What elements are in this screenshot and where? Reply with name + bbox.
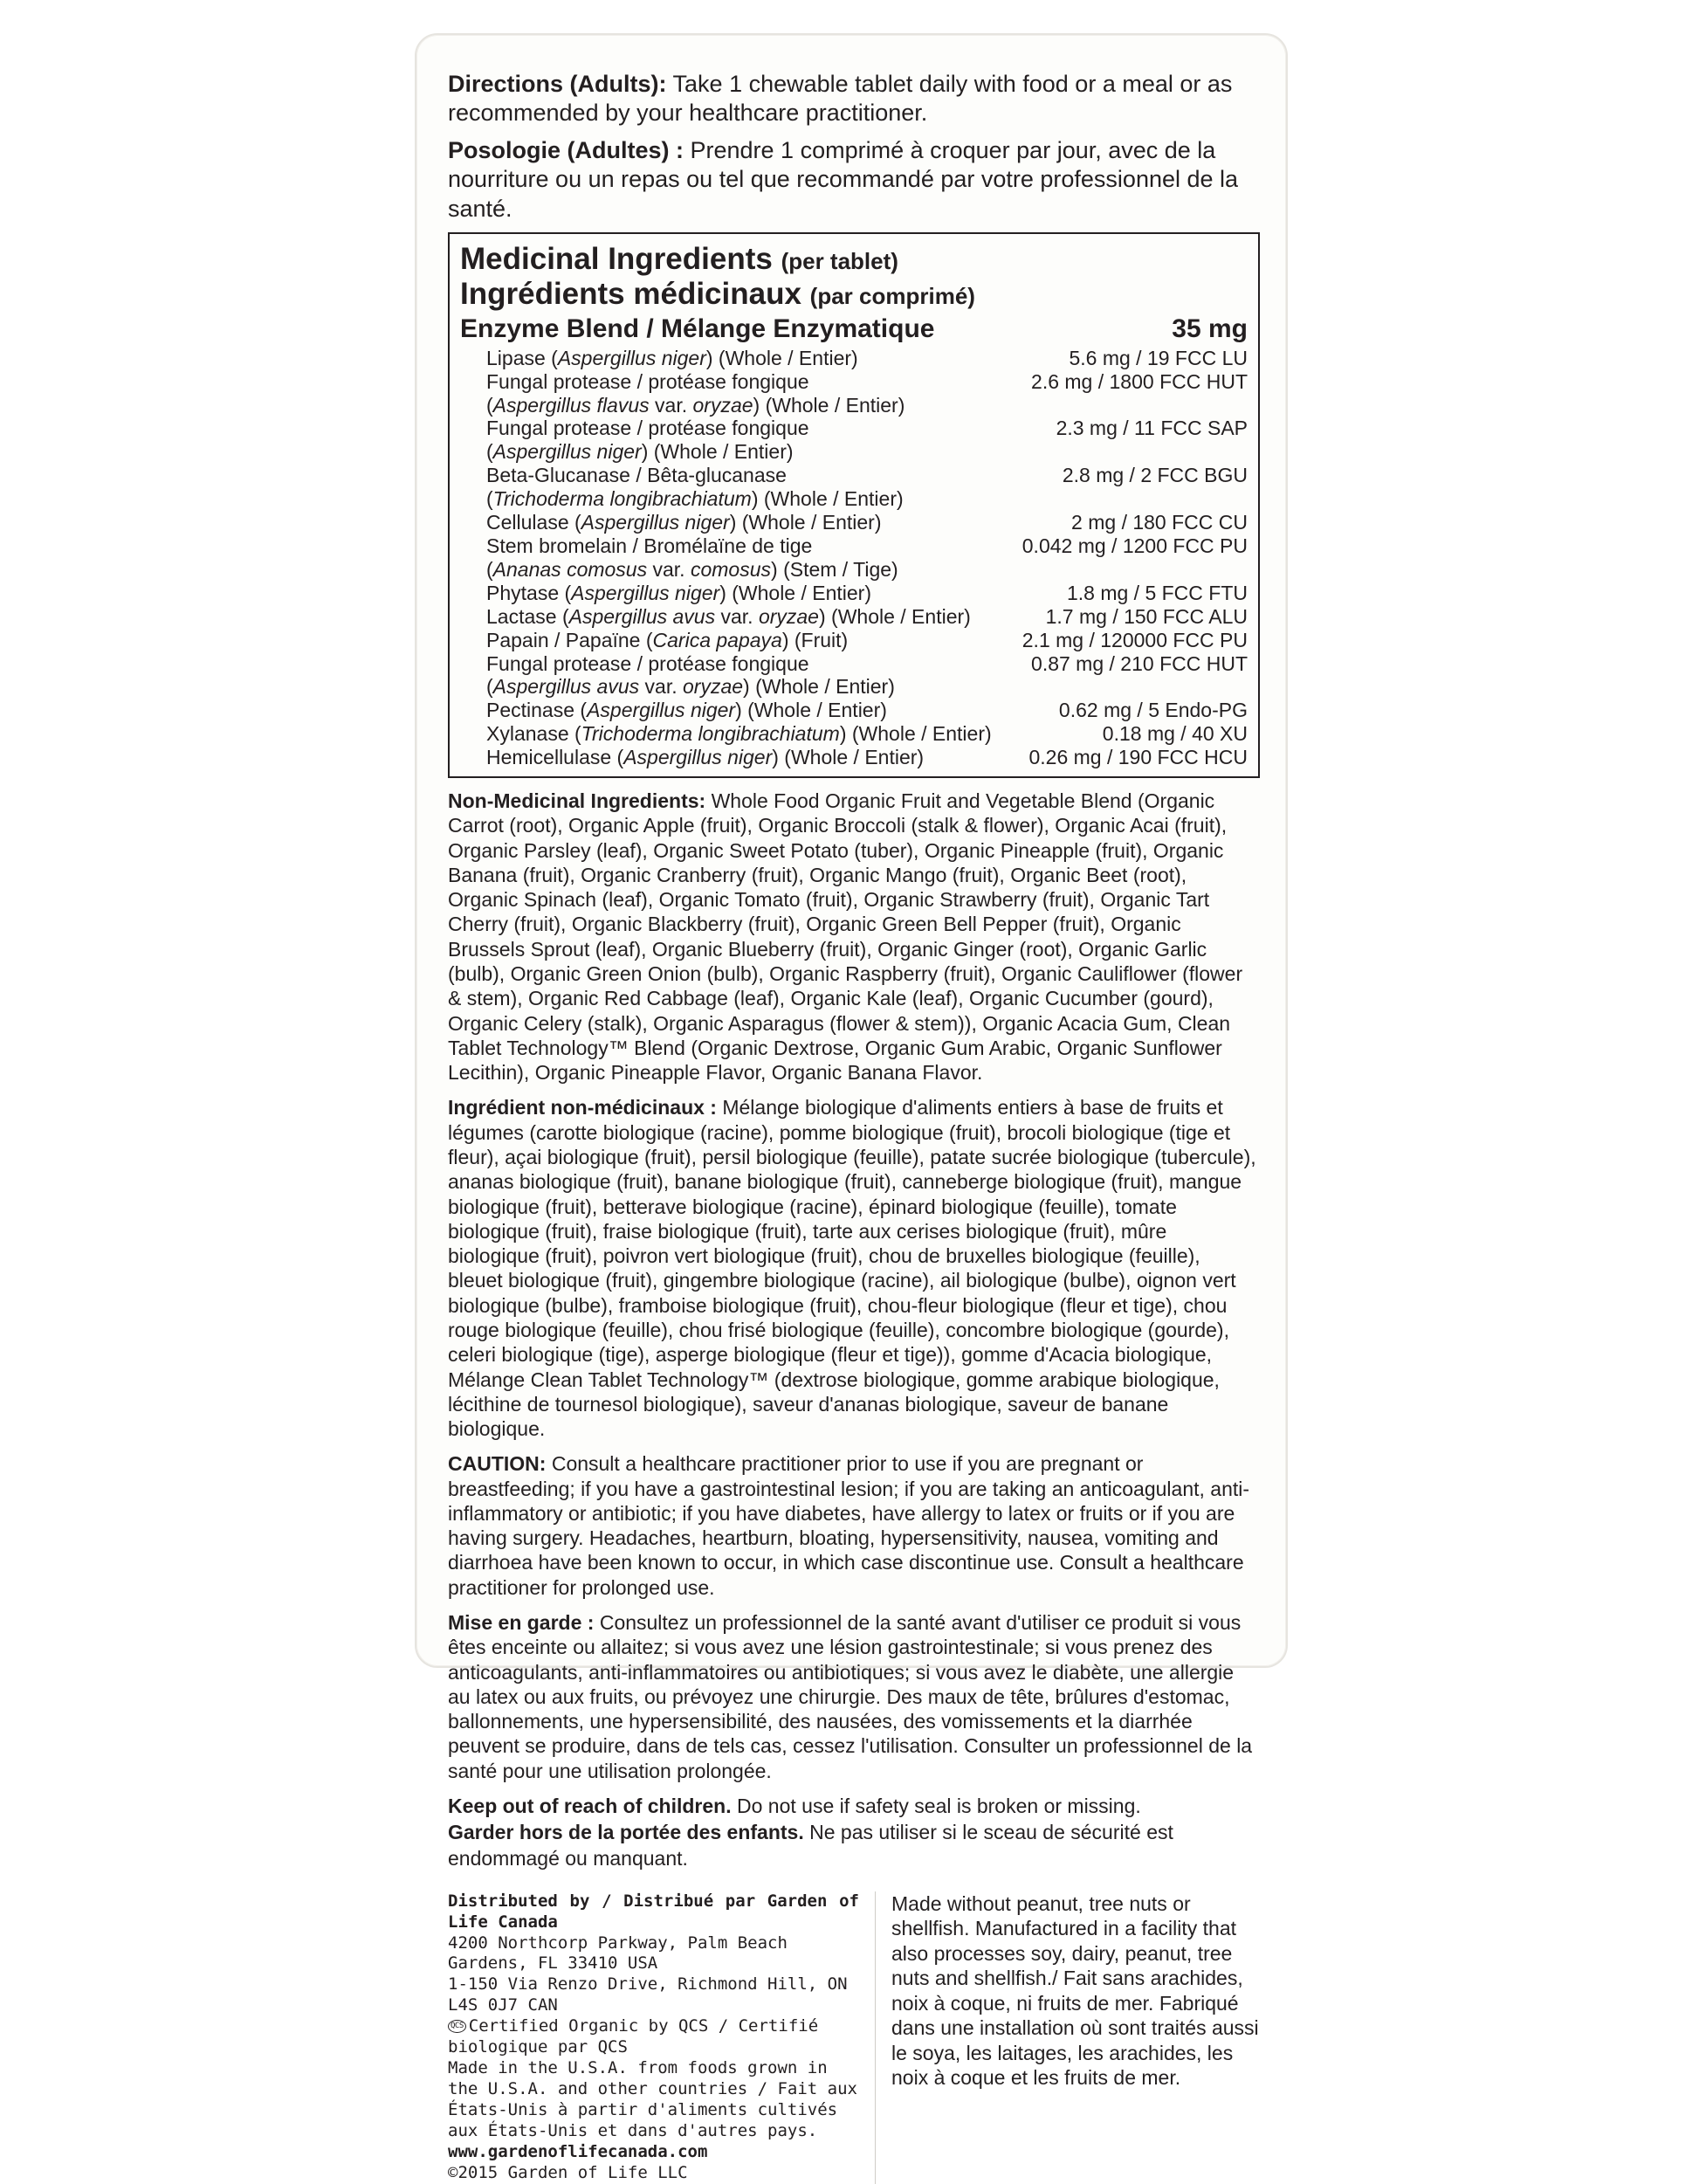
- ingredient-row: [460, 534, 1248, 558]
- ingredient-name: Lactase (Aspergillus avus var. oryzae) (Whole / Entier): [486, 604, 971, 628]
- ingredient-amount: 0.18 mg / 40 XU: [1102, 722, 1248, 746]
- ingredient-name: Pectinase (Aspergillus niger) (Whole / Entier): [486, 699, 887, 722]
- ingredient-row: [460, 675, 1248, 699]
- enzyme-blend-amount: 35 mg: [1172, 313, 1248, 343]
- ingredient-row: [460, 722, 1248, 746]
- qcs-seal-icon: QCS: [448, 2020, 466, 2033]
- ingredient-name: Fungal protease / protéase fongique: [486, 417, 809, 440]
- ingredient-row: [460, 746, 1248, 769]
- ingredient-name: Fungal protease / protéase fongique: [486, 369, 809, 393]
- non-medicinal-english-text: Whole Food Organic Fruit and Vegetable Blend (Organic Carrot (root), Organic Apple (fruit), Organic Broccoli (stalk & flower), Organic Acai (fruit), Organic Parsley (leaf), Organic Sweet Potato (tuber), Organic Pineapple (fruit), Organic Banana (fruit), Organic Cranberry (fruit), Organic Mango (fruit), Organic Beet (root), Organic Spinach (leaf), Organic Tomato (fruit), Organic Strawberry (fruit), Organic Tart Cherry (fruit), Organic Blackberry (fruit), Organic Green Bell Pepper (fruit), Organic Brussels Sprout (leaf), Organic Blueberry (fruit), Organic Ginger (root), Organic Garlic (bulb), Organic Green Onion (bulb), Organic Raspberry (fruit), Organic Cauliflower (flower & stem), Organic Red Cabbage (leaf), Organic Kale (leaf), Organic Cucumber (gourd), Organic Celery (stalk), Organic Asparagus (flower & stem)), Organic Acacia Gum, Clean Tablet Technology™ Blend (Organic Dextrose, Organic Gum Arabic, Organic Sunflower Lecithin), Organic Pineapple Flavor, Organic Banana Flavor.: [448, 789, 1243, 1085]
- medicinal-title-french-main: Ingrédients médicinaux: [460, 276, 801, 311]
- enzyme-blend-row: [460, 313, 1248, 345]
- caution-french-text: Consultez un professionnel de la santé avant d'utiliser ce produit si vous êtes enceinte ou allaitez; si vous avez une lésion gastrointestinale; si vous prenez des anticoagulants, anti-inflammatoires ou antibiotiques; si vous avez le diabète, une allergie au latex ou aux fruits, ou prévoyez une chirurgie. Des maux de tête, brûlures d'estomac, ballonnements, une hypersensibilité, des nausées, des vomissements et la diarrhée peuvent se produire, dans de tels cas, cessez l'utilisation. Consulter un professionnel de la santé pour une utilisation prolongée.: [448, 1611, 1253, 1782]
- ingredient-name: (Trichoderma longibrachiatum) (Whole / Entier): [486, 487, 904, 511]
- non-medicinal-english: [448, 789, 1260, 1085]
- ingredient-row: [460, 558, 1248, 582]
- medicinal-title-english: [460, 242, 1248, 276]
- directions-french-label: Posologie (Adultes) :: [448, 136, 684, 163]
- keep-out-english-label: Keep out of reach of children.: [448, 1795, 732, 1817]
- allergen-statement: Made without peanut, tree nuts or shellfish. Manufactured in a facility that also processes soy, dairy, peanut, tree nuts and shellfish./ Fait sans arachides, noix à coque, ni fruits de mer. Fabriqué dans une installation où sont traités aussi le soya, les laitages, les arachides, les noix à coque et les fruits de mer.: [891, 1891, 1259, 2090]
- ingredient-amount: [1007, 440, 1248, 464]
- ingredient-row: [460, 394, 1248, 417]
- footer-distributor-block: [448, 1891, 876, 2184]
- ingredient-name: Cellulase (Aspergillus niger) (Whole / Entier): [486, 511, 882, 534]
- ingredient-name: Stem bromelain / Bromélaïne de tige: [486, 534, 813, 557]
- directions-french-text: Prendre 1 comprimé à croquer par jour, avec de la nourriture ou un repas ou tel que recommandé par votre professionnel de la santé.: [448, 136, 1239, 222]
- certification-text: Certified Organic by QCS / Certifié biologique par QCS: [448, 2016, 819, 2057]
- keep-out-french: [448, 1820, 1260, 1872]
- ingredient-name: Beta-Glucanase / Bêta-glucanase: [486, 464, 787, 487]
- copyright-line: ©2015 Garden of Life LLC: [448, 2162, 688, 2182]
- caution-english: [448, 1451, 1260, 1600]
- directions-french: [448, 136, 1260, 224]
- ingredient-amount: [1007, 675, 1248, 699]
- keep-out-of-reach-section: [448, 1794, 1260, 1872]
- non-medicinal-french: [448, 1095, 1260, 1441]
- medicinal-title-french: [460, 277, 1248, 311]
- ingredient-row: [460, 629, 1248, 652]
- ingredient-name: (Aspergillus niger) (Whole / Entier): [486, 440, 794, 464]
- ingredient-amount: 0.87 mg / 210 FCC HUT: [1031, 651, 1248, 675]
- label-content: [448, 70, 1260, 2184]
- caution-english-label: CAUTION:: [448, 1452, 547, 1476]
- medicinal-title-english-main: Medicinal Ingredients: [460, 242, 773, 277]
- ingredient-name: Xylanase (Trichoderma longibrachiatum) (Whole / Entier): [486, 722, 992, 746]
- ingredient-amount: [1007, 394, 1248, 417]
- ingredient-name: Phytase (Aspergillus niger) (Whole / Entier): [486, 581, 872, 604]
- ingredient-amount: 2.6 mg / 1800 FCC HUT: [1031, 369, 1248, 393]
- ingredient-row: [460, 699, 1248, 722]
- directions-section: [448, 70, 1260, 224]
- ingredient-name: Lipase (Aspergillus niger) (Whole / Entier): [486, 346, 858, 369]
- ingredient-row: [460, 417, 1248, 440]
- ingredient-name: Hemicellulase (Aspergillus niger) (Whole / Entier): [486, 746, 925, 769]
- ingredient-name: Papain / Papaïne (Carica papaya) (Fruit): [486, 628, 849, 651]
- ingredient-amount: 0.26 mg / 190 FCC HCU: [1028, 746, 1248, 769]
- ingredient-amount: 0.042 mg / 1200 FCC PU: [1021, 534, 1248, 557]
- ingredient-row: [460, 487, 1248, 511]
- enzyme-blend-label: Enzyme Blend / Mélange Enzymatique: [460, 313, 935, 343]
- ingredient-amount: [1007, 487, 1248, 511]
- certification-line: [448, 2016, 859, 2058]
- ingredients-table: [460, 347, 1248, 769]
- ingredient-row: [460, 582, 1248, 605]
- directions-english-text: Take 1 chewable tablet daily with food or a meal or as recommended by your healthcare practitioner.: [448, 71, 1233, 127]
- ingredient-amount: 5.6 mg / 19 FCC LU: [1069, 346, 1248, 369]
- ingredient-amount: 2.8 mg / 2 FCC BGU: [1062, 464, 1248, 487]
- ingredient-row: [460, 347, 1248, 370]
- ingredient-row: [460, 464, 1248, 487]
- ingredient-row: [460, 370, 1248, 394]
- keep-out-french-label: Garder hors de la portée des enfants.: [448, 1820, 804, 1843]
- non-medicinal-french-label: Ingrédient non-médicinaux :: [448, 1096, 717, 1120]
- address-line-1: 4200 Northcorp Parkway, Palm Beach Gardens, FL 33410 USA: [448, 1933, 788, 1974]
- directions-english-label: Directions (Adults):: [448, 71, 667, 97]
- keep-out-english-text: Do not use if safety seal is broken or missing.: [731, 1795, 1141, 1817]
- medicinal-title-english-sub: (per tablet): [781, 248, 898, 275]
- ingredient-amount: 1.7 mg / 150 FCC ALU: [1045, 604, 1248, 628]
- ingredient-row: [460, 511, 1248, 534]
- ingredient-name: (Ananas comosus var. comosus) (Stem / Tige): [486, 557, 898, 581]
- ingredients-table-body: [460, 347, 1248, 769]
- ingredient-amount: 2.3 mg / 11 FCC SAP: [1056, 417, 1248, 440]
- caution-english-text: Consult a healthcare practitioner prior to use if you are pregnant or breastfeeding; if you have a gastrointestinal lesion; if you are taking an anticoagulant, anti-inflammatory or antibiotic; if you have diabetes, have allergy to latex or fruits or if you are having surgery. Headaches, heartburn, bloating, hypersensitivity, nausea, vomiting and diarrhoea have been known to occur, in which case discontinue use. Consult a healthcare practitioner for prolonged use.: [448, 1452, 1250, 1599]
- ingredient-name: Fungal protease / protéase fongique: [486, 651, 809, 675]
- address-line-2: 1-150 Via Renzo Drive, Richmond Hill, ON L4S 0J7 CAN: [448, 1974, 848, 2015]
- made-in-line: Made in the U.S.A. from foods grown in the U.S.A. and other countries / Fait aux États-Unis à partir d'aliments cultivés aux États-Unis et dans d'autres pays.: [448, 2058, 857, 2140]
- keep-out-french-text: Ne pas utiliser si le sceau de sécurité est endommagé ou manquant.: [448, 1820, 1173, 1870]
- ingredient-row: [460, 440, 1248, 464]
- directions-english: [448, 70, 1260, 128]
- medicinal-ingredients-box: [448, 232, 1260, 778]
- distributed-by-label: Distributed by / Distribué par Garden of Life Canada: [448, 1891, 859, 1932]
- non-medicinal-english-label: Non-Medicinal Ingredients:: [448, 789, 706, 813]
- caution-french: [448, 1610, 1260, 1783]
- ingredient-amount: 1.8 mg / 5 FCC FTU: [1066, 581, 1248, 604]
- medicinal-title-french-sub: (par comprimé): [809, 282, 975, 309]
- ingredient-amount: 2.1 mg / 120000 FCC PU: [1021, 628, 1248, 651]
- caution-french-label: Mise en garde :: [448, 1611, 595, 1635]
- ingredient-row: [460, 605, 1248, 629]
- non-medicinal-french-text: Mélange biologique d'aliments entiers à base de fruits et légumes (carotte biologique (racine), pomme biologique (fruit), brocoli biologique (tige et fleur), açai biologique (fruit), persil biologique (feuille), patate sucrée biologique (tubercule), ananas biologique (fruit), banane biologique (fruit), canneberge biologique (fruit), mangue biologique (fruit), betterave biologique (racine), épinard biologique (feuille), tomate biologique (fruit), fraise biologique (fruit), tarte aux cerises biologique (fruit), mûre biologique (fruit), poivron vert biologique (fruit), chou de bruxelles biologique (feuille), bleuet biologique (fruit), gingembre biologique (racine), ail biologique (bulbe), oignon vert biologique (bulbe), framboise biologique (fruit), chou-fleur biologique (fleur et tige), chou rouge biologique (feuille), chou frisé biologique (feuille), concombre biologique (gourde), celeri biologique (tige), asperge biologique (fleur et tige)), gomme d'Acacia biologique, Mélange Clean Tablet Technology™ (dextrose biologique, gomme arabique biologique, lécithine de tournesol biologique), saveur d'ananas biologique, saveur de banane biologique.: [448, 1096, 1256, 1441]
- made-in-text: [448, 2058, 859, 2163]
- ingredient-amount: 0.62 mg / 5 Endo-PG: [1058, 699, 1248, 722]
- ingredient-amount: 2 mg / 180 FCC CU: [1071, 511, 1248, 534]
- ingredient-amount: [1007, 558, 1248, 582]
- ingredient-name: (Aspergillus flavus var. oryzae) (Whole / Entier): [486, 393, 905, 417]
- website-link[interactable]: www.gardenoflifecanada.com: [448, 2141, 708, 2161]
- footer-section: [448, 1891, 1260, 2184]
- ingredient-name: (Aspergillus avus var. oryzae) (Whole / Entier): [486, 675, 895, 699]
- keep-out-english: [448, 1794, 1260, 1820]
- ingredient-row: [460, 652, 1248, 676]
